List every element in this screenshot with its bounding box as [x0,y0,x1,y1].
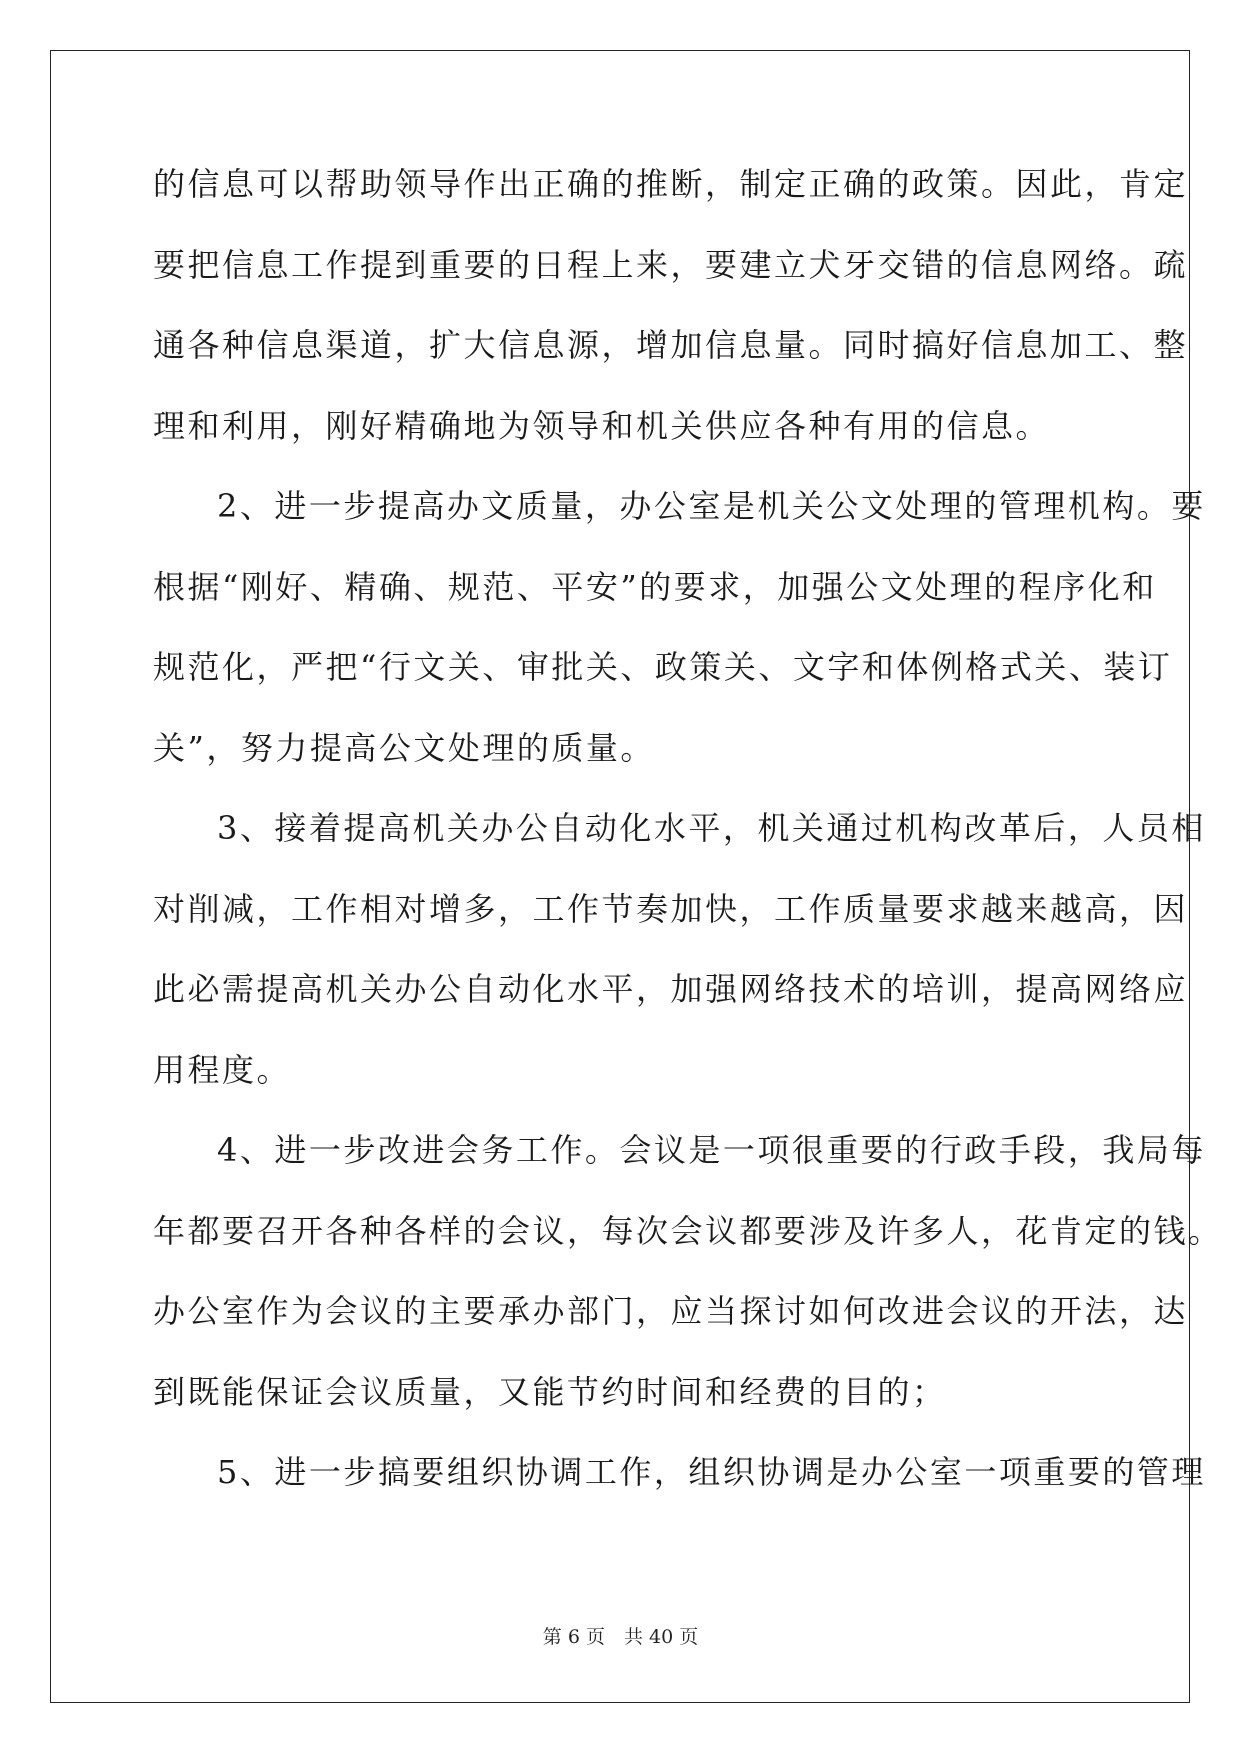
text-line: 到既能保证会议质量，又能节约时间和经费的目的； [153,1372,947,1411]
text-line: 要把信息工作提到重要的日程上来，要建立犬牙交错的信息网络。疏 [153,245,1189,284]
paragraph-2-start: 2、进一步提高办文质量，办公室是机关公文处理的管理机构。要 [217,487,1206,525]
text-line: 用程度。 [153,1050,292,1089]
text-line: 通各种信息渠道，扩大信息源，增加信息量。同时搞好信息加工、整 [153,326,1189,364]
text-line: 此必需提高机关办公自动化水平，加强网络技术的培训，提高网络应 [153,970,1189,1008]
text-line: 关”，努力提高公文处理的质量。 [153,728,655,767]
paragraph-3-start: 3、接着提高机关办公自动化水平，机关通过机构改革后，人员相 [217,809,1206,847]
page-number: 第 6 页 共 40 页 [542,1626,699,1648]
text-line: 理和利用，刚好精确地为领导和机关供应各种有用的信息。 [153,406,1051,445]
text-line: 办公室作为会议的主要承办部门，应当探讨如何改进会议的开法，达 [153,1292,1189,1330]
text-line: 年都要召开各种各样的会议，每次会议都要涉及许多人，花肯定的钱。 [153,1211,1223,1250]
text-line: 的信息可以帮助领导作出正确的推断，制定正确的政策。因此，肯定 [153,165,1189,203]
document-body [153,160,1223,1529]
text-line: 规范化，严把“行文关、审批关、政策关、文字和体例格式关、装订 [153,648,1173,686]
page-footer [0,1622,1241,1649]
text-line: 根据“刚好、精确、规范、平安”的要求，加强公文处理的程序化和 [153,567,1157,606]
paragraph-5-start: 5、进一步搞要组织协调工作，组织协调是办公室一项重要的管理 [217,1453,1206,1491]
text-line: 对削减，工作相对增多，工作节奏加快，工作质量要求越来越高，因 [153,889,1189,928]
paragraph-4-start: 4、进一步改进会务工作。会议是一项很重要的行政手段，我局每 [217,1131,1206,1169]
